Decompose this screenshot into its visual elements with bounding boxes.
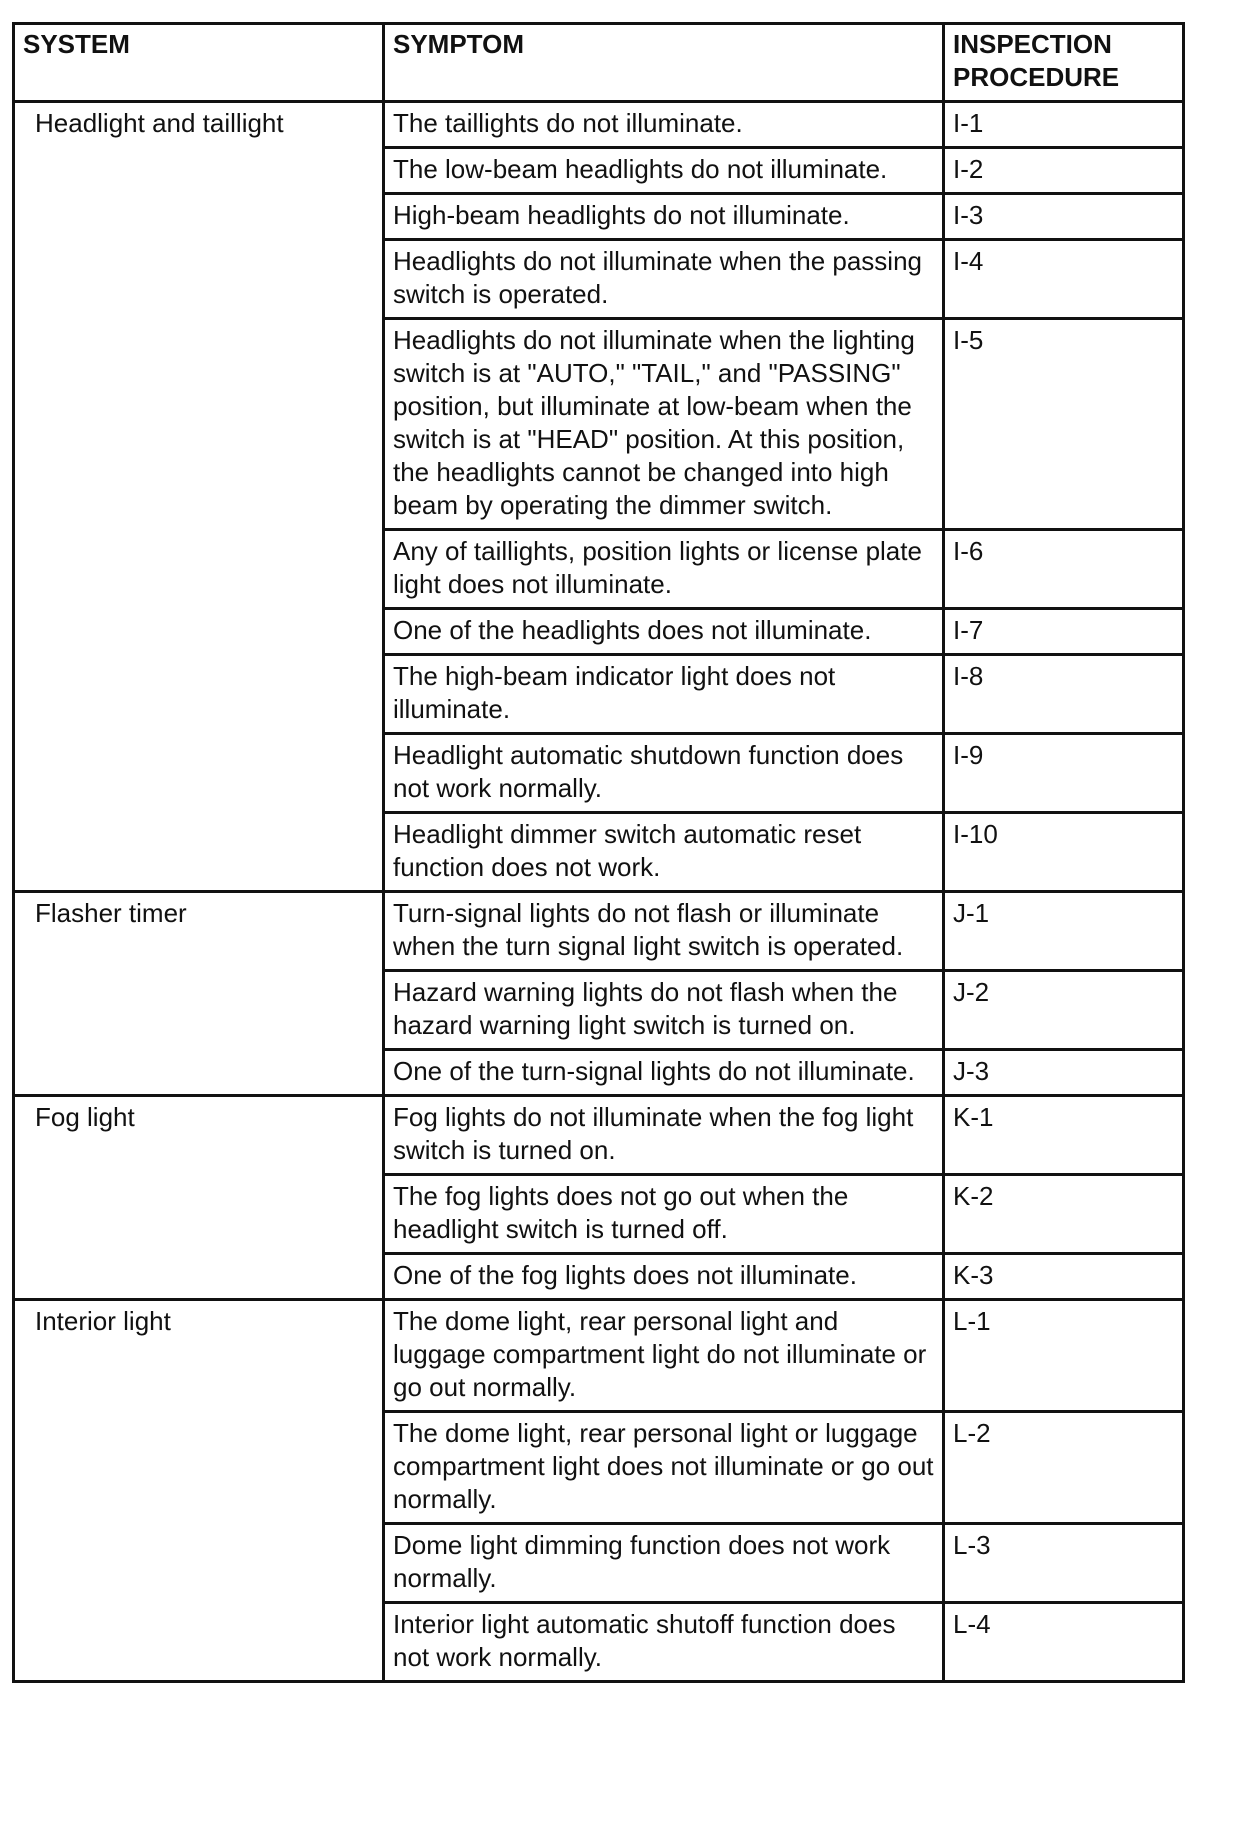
symptom-cell: Interior light automatic shutoff function does not work normally.	[384, 1603, 944, 1682]
system-cell: Interior light	[14, 1300, 384, 1682]
procedure-cell: K-2	[944, 1175, 1184, 1254]
procedure-cell: I-6	[944, 530, 1184, 609]
table-row	[14, 1096, 1184, 1175]
symptom-cell: Hazard warning lights do not flash when the hazard warning light switch is turned on.	[384, 971, 944, 1050]
symptom-cell: One of the fog lights does not illuminate.	[384, 1254, 944, 1300]
table-row	[14, 102, 1184, 148]
symptom-cell: Headlights do not illuminate when the lighting switch is at "AUTO," "TAIL," and "PASSING" position, but illuminate at low-beam when the switch is at "HEAD" position. At this position, the headlights cannot be changed into high beam by operating the dimmer switch.	[384, 319, 944, 530]
procedure-cell: J-2	[944, 971, 1184, 1050]
symptom-cell: Headlight automatic shutdown function does not work normally.	[384, 734, 944, 813]
symptom-cell: One of the headlights does not illuminate.	[384, 609, 944, 655]
procedure-cell: I-4	[944, 240, 1184, 319]
procedure-cell: I-3	[944, 194, 1184, 240]
symptom-cell: The high-beam indicator light does not illuminate.	[384, 655, 944, 734]
procedure-cell: K-3	[944, 1254, 1184, 1300]
symptom-cell: High-beam headlights do not illuminate.	[384, 194, 944, 240]
troubleshooting-document	[12, 22, 1182, 1683]
symptom-cell: The taillights do not illuminate.	[384, 102, 944, 148]
symptom-cell: Headlights do not illuminate when the passing switch is operated.	[384, 240, 944, 319]
header-symptom: SYMPTOM	[384, 24, 944, 102]
symptom-cell: The dome light, rear personal light and luggage compartment light do not illuminate or go out normally.	[384, 1300, 944, 1412]
table-body	[14, 102, 1184, 1682]
procedure-cell: I-2	[944, 148, 1184, 194]
symptom-cell: The dome light, rear personal light or luggage compartment light does not illuminate or go out normally.	[384, 1412, 944, 1524]
symptom-cell: Any of taillights, position lights or license plate light does not illuminate.	[384, 530, 944, 609]
symptom-cell: The low-beam headlights do not illuminate.	[384, 148, 944, 194]
procedure-cell: L-2	[944, 1412, 1184, 1524]
symptom-table	[12, 22, 1185, 1683]
procedure-cell: I-1	[944, 102, 1184, 148]
system-cell: Headlight and taillight	[14, 102, 384, 892]
procedure-cell: K-1	[944, 1096, 1184, 1175]
header-procedure: INSPECTION PROCEDURE	[944, 24, 1184, 102]
symptom-cell: Dome light dimming function does not work normally.	[384, 1524, 944, 1603]
procedure-cell: L-4	[944, 1603, 1184, 1682]
procedure-cell: I-10	[944, 813, 1184, 892]
procedure-cell: J-3	[944, 1050, 1184, 1096]
symptom-cell: Headlight dimmer switch automatic reset function does not work.	[384, 813, 944, 892]
procedure-cell: I-9	[944, 734, 1184, 813]
table-row	[14, 892, 1184, 971]
procedure-cell: I-7	[944, 609, 1184, 655]
procedure-cell: J-1	[944, 892, 1184, 971]
symptom-cell: One of the turn-signal lights do not illuminate.	[384, 1050, 944, 1096]
system-cell: Fog light	[14, 1096, 384, 1300]
system-cell: Flasher timer	[14, 892, 384, 1096]
symptom-cell: Fog lights do not illuminate when the fog light switch is turned on.	[384, 1096, 944, 1175]
procedure-cell: L-1	[944, 1300, 1184, 1412]
symptom-cell: Turn-signal lights do not flash or illuminate when the turn signal light switch is operated.	[384, 892, 944, 971]
header-system: SYSTEM	[14, 24, 384, 102]
symptom-cell: The fog lights does not go out when the headlight switch is turned off.	[384, 1175, 944, 1254]
procedure-cell: I-5	[944, 319, 1184, 530]
procedure-cell: I-8	[944, 655, 1184, 734]
header-row	[14, 24, 1184, 102]
procedure-cell: L-3	[944, 1524, 1184, 1603]
table-row	[14, 1300, 1184, 1412]
